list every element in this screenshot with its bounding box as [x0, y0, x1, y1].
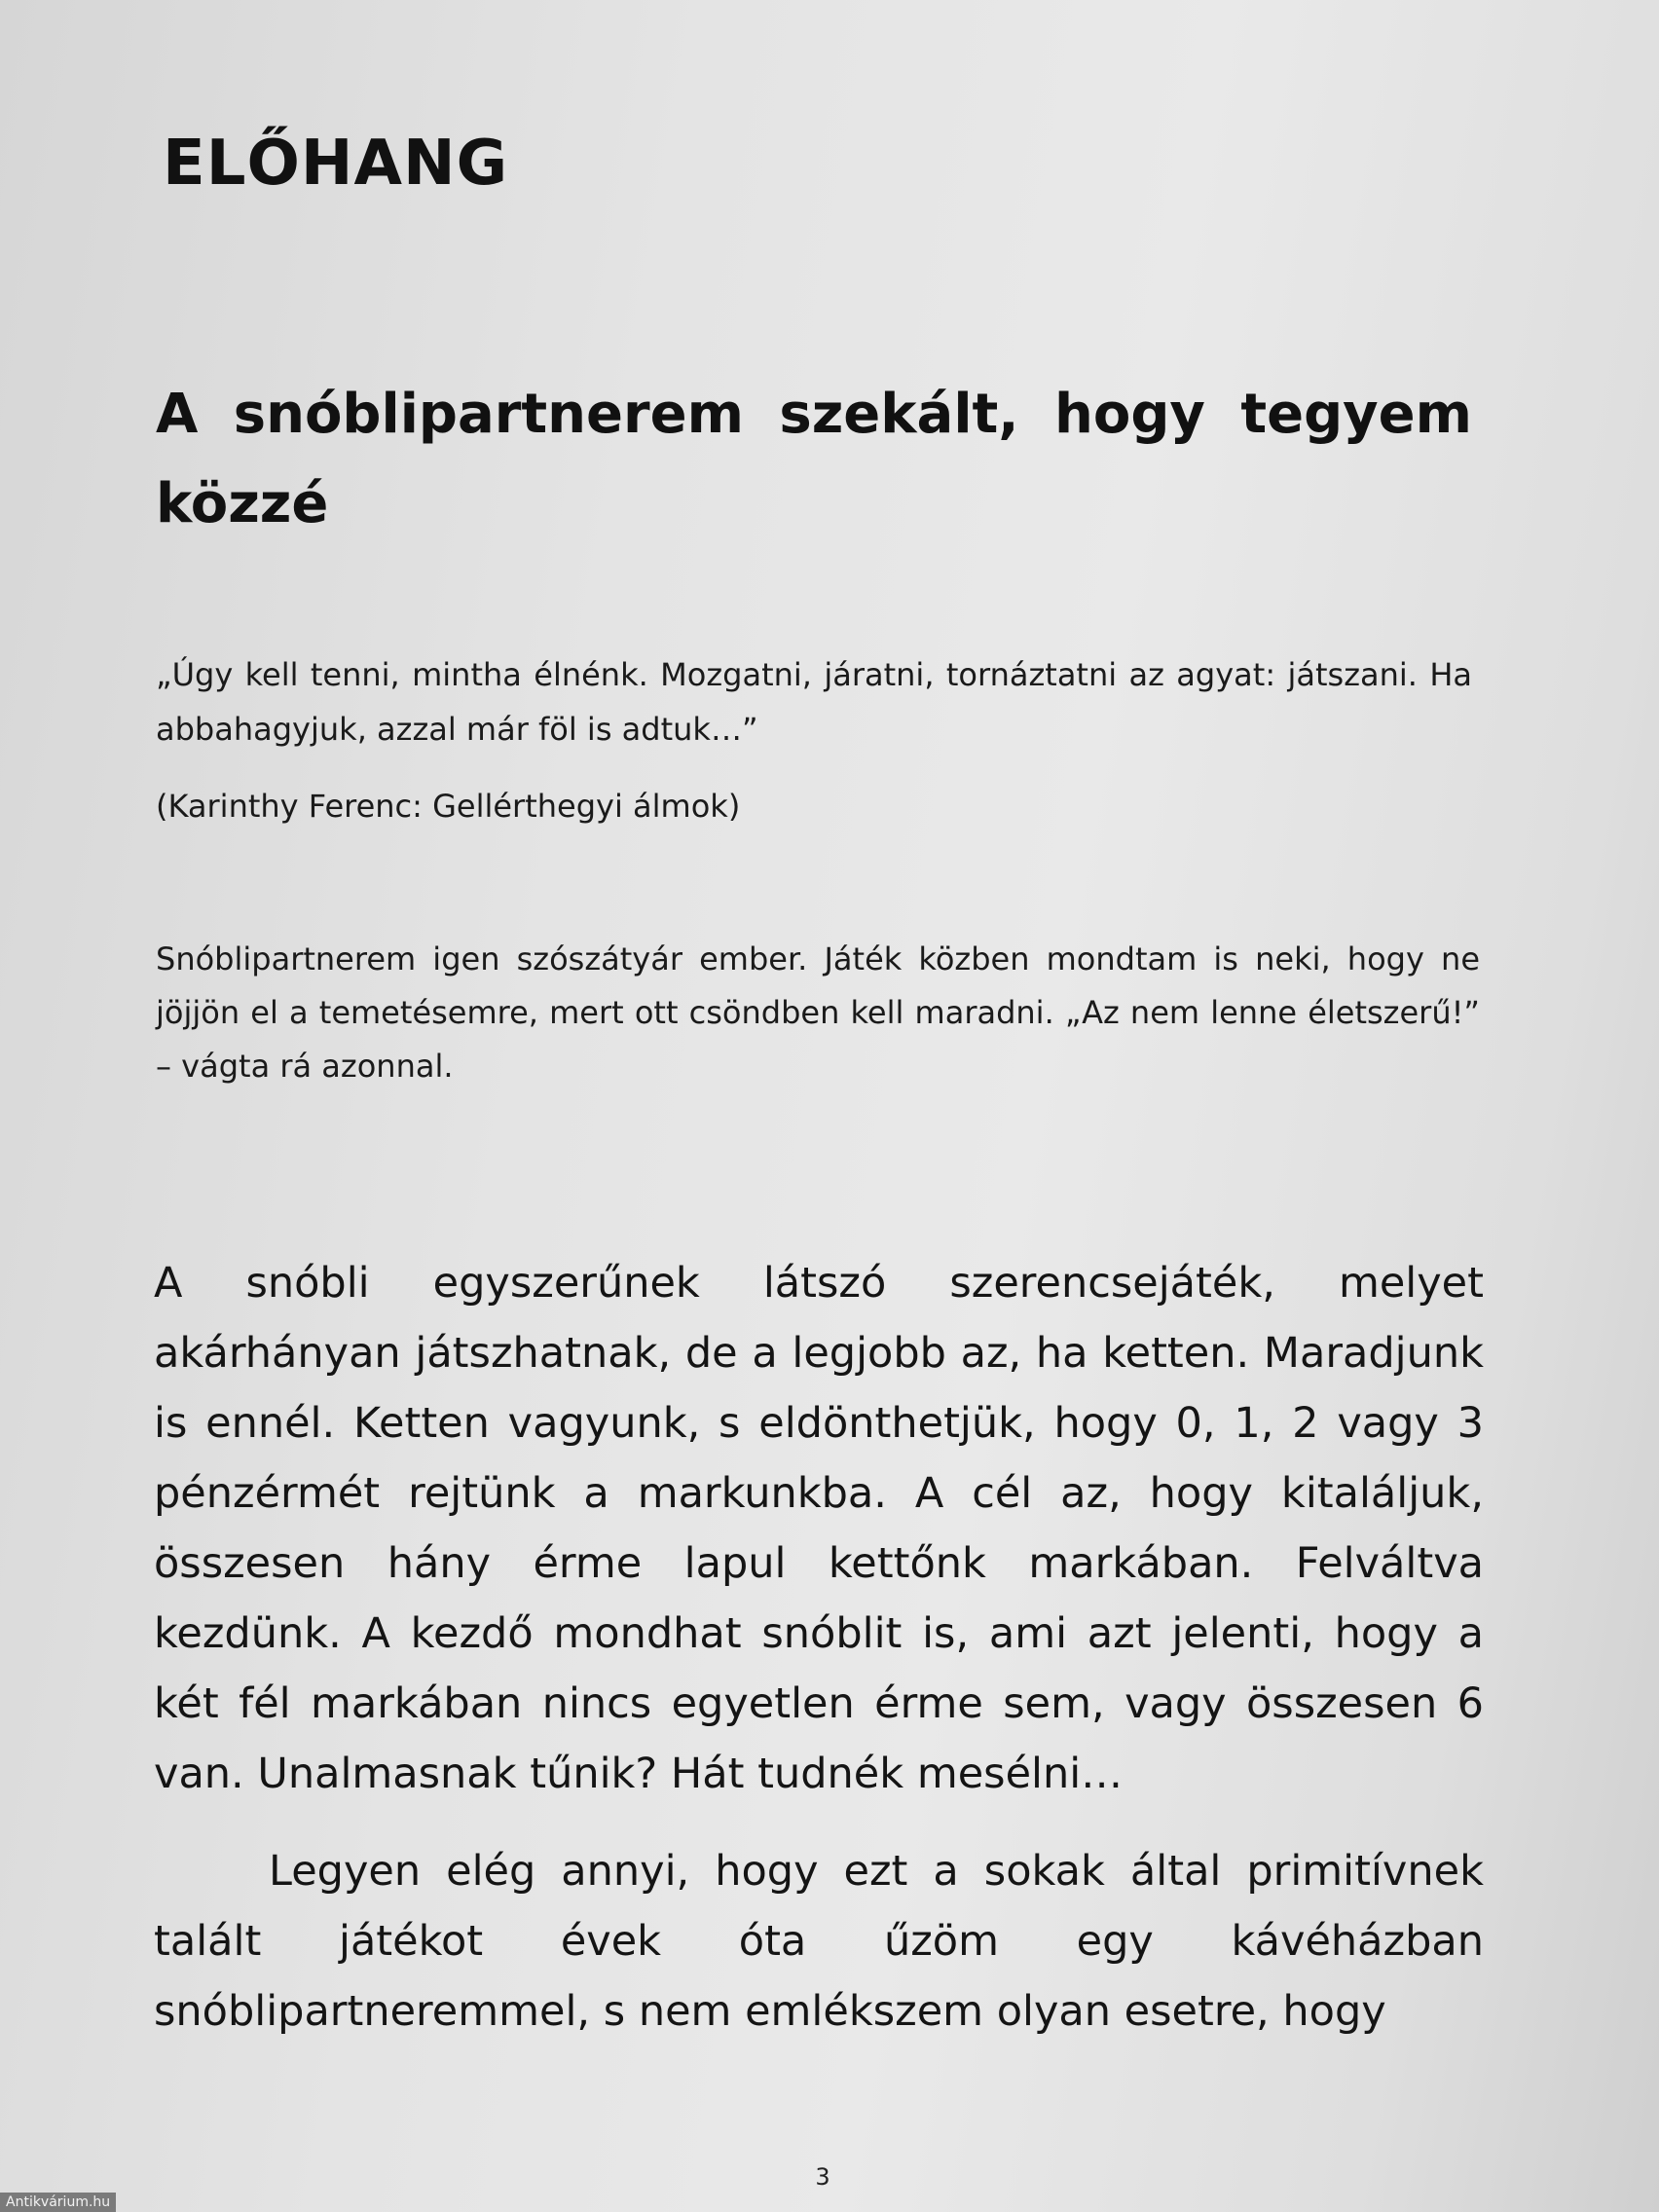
epigraph-quote: „Úgy kell tenni, mintha élnénk. Mozgatni, járatni, tornáztatni az agyat: játszani. Ha abbahagyjuk, azzal már föl is adtuk…”	[156, 656, 1472, 748]
watermark: Antikvárium.hu	[0, 2193, 116, 2212]
body-paragraph-1: A snóbli egyszerűnek látszó szerencsejáték, melyet akárhányan játszhatnak, de a legjobb az, ha ketten. Maradjunk is ennél. Ketten vagyunk, s eldönthetjük, hogy 0, 1, 2 vagy 3 pénzérmét rejtünk a markunkba. A cél az, hogy kitaláljuk, összesen hány érme lapul kettőnk markában. Felváltva kezdünk. A kezdő mondhat snóblit is, ami azt jelenti, hogy a két fél markában nincs egyetlen érme sem, vagy összesen 6 van. Unalmasnak tűnik? Hát tudnék mesélni…	[154, 1259, 1484, 1798]
chapter-title: ELŐHANG	[163, 128, 509, 200]
anecdote-paragraph: Snóblipartnerem igen szószátyár ember. Játék közben mondtam is neki, hogy ne jöjjön el a temetésemre, mert ott csöndben kell maradni. „Az nem lenne életszerű!” – vágta rá azonnal.	[156, 940, 1480, 1085]
section-title: A snóblipartnerem szekált, hogy tegyem közzé	[156, 383, 1472, 535]
epigraph-source: (Karinthy Ferenc: Gellérthegyi álmok)	[156, 788, 741, 825]
page-number: 3	[815, 2163, 830, 2191]
body-paragraph-2: Legyen elég annyi, hogy ezt a sokak által primitívnek talált játékot évek óta űzöm egy kávéházban snóblipartneremmel, s nem emlékszem olyan esetre, hogy	[154, 1847, 1484, 2036]
